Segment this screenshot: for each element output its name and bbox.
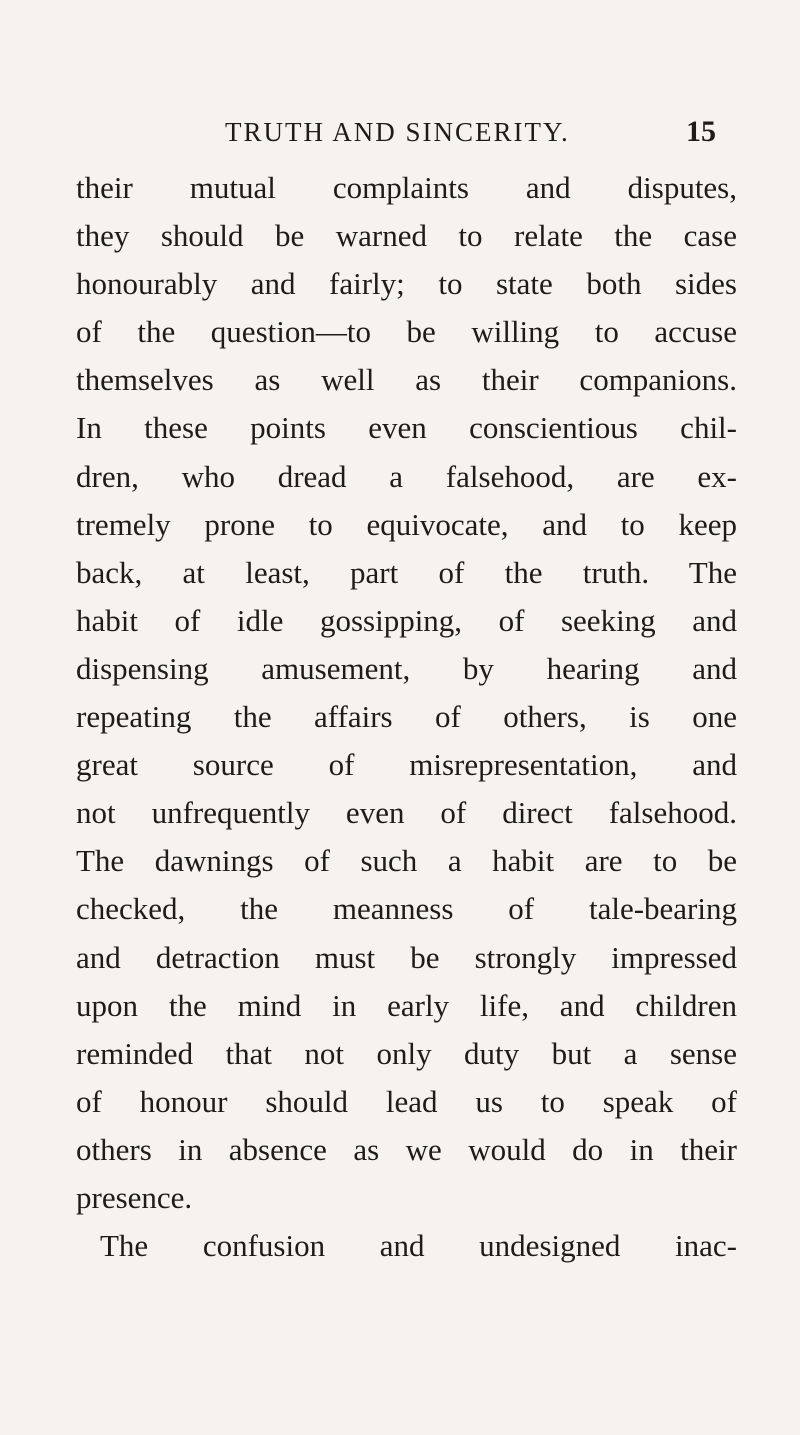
text-line-paragraph-start: The confusion and undesigned inac-: [100, 1228, 737, 1264]
text-line: of the question—to be willing to accuse: [76, 314, 737, 350]
text-line-paragraph-end: presence.: [76, 1179, 193, 1215]
text-line: reminded that not only duty but a sense: [76, 1035, 737, 1071]
text-line: back, at least, part of the truth. The: [76, 554, 737, 590]
page-number: 15: [686, 115, 716, 148]
text-line: great source of misrepresentation, and: [76, 747, 737, 783]
text-line: others in absence as we would do in their: [76, 1131, 737, 1167]
text-line: their mutual complaints and disputes,: [76, 170, 737, 205]
text-line: dispensing amusement, by hearing and: [76, 650, 737, 686]
body-text: [76, 164, 737, 1270]
text-line: upon the mind in early life, and children: [76, 987, 737, 1023]
text-line: not unfrequently even of direct falsehood.: [76, 795, 737, 831]
text-line: of honour should lead us to speak of: [76, 1083, 737, 1119]
text-line: repeating the affairs of others, is one: [76, 699, 737, 735]
text-line: dren, who dread a falsehood, are ex-: [76, 458, 737, 494]
text-line: they should be warned to relate the case: [76, 218, 737, 254]
text-line: checked, the meanness of tale-bearing: [76, 891, 737, 927]
text-line: habit of idle gossipping, of seeking and: [76, 602, 737, 638]
text-line: honourably and fairly; to state both sides: [76, 266, 737, 302]
text-line: themselves as well as their companions.: [76, 362, 737, 398]
text-line: and detraction must be strongly impressed: [76, 939, 737, 975]
running-head: [0, 112, 800, 152]
running-title: TRUTH AND SINCERITY.: [225, 117, 570, 147]
text-line: In these points even conscientious chil-: [76, 410, 737, 446]
text-line: The dawnings of such a habit are to be: [76, 843, 737, 879]
text-line: tremely prone to equivocate, and to keep: [76, 506, 737, 542]
